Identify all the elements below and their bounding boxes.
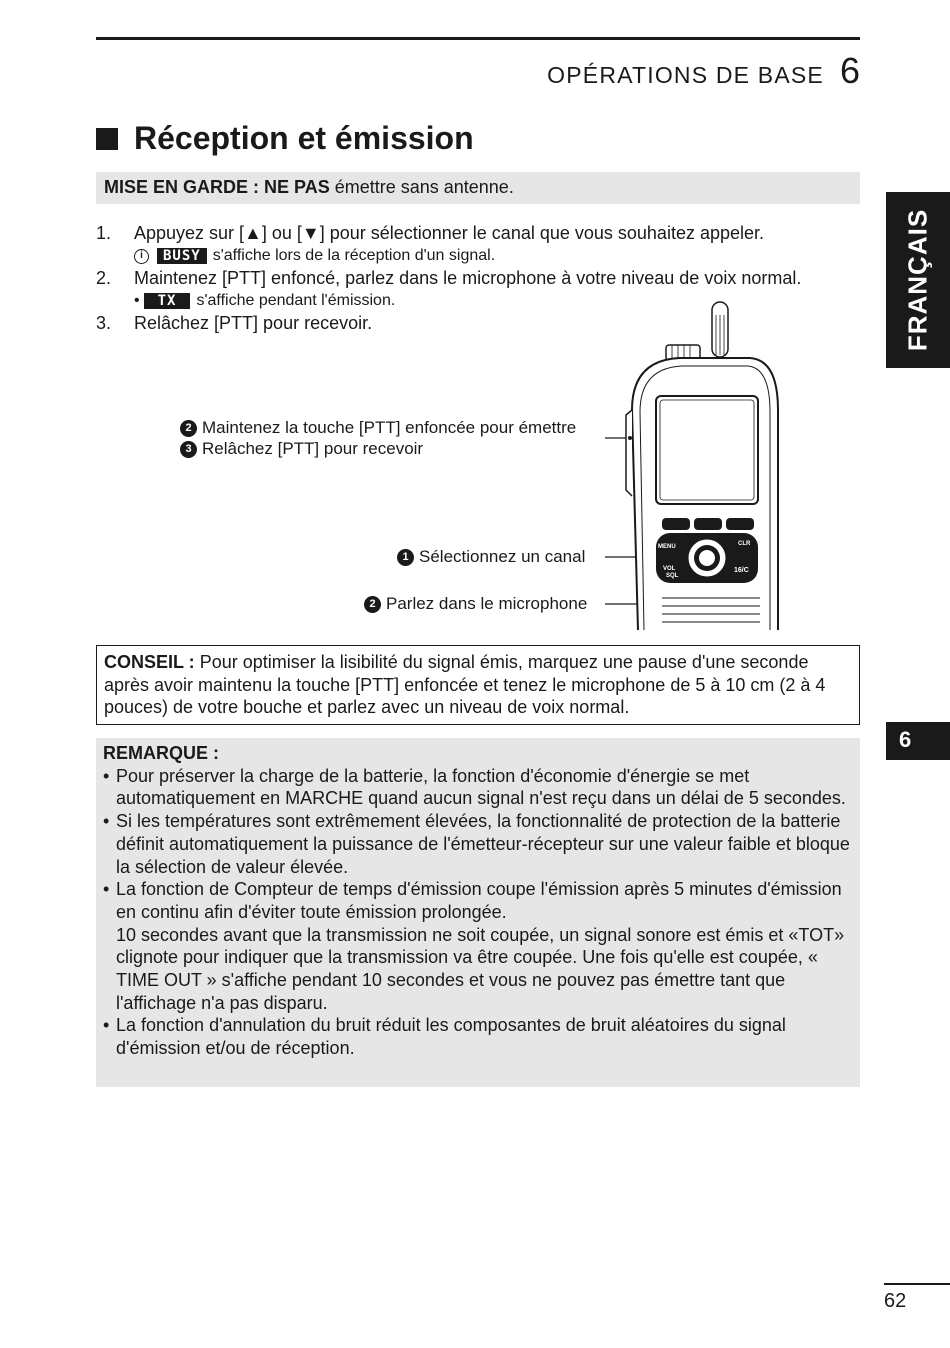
- note-title: REMARQUE :: [103, 743, 219, 763]
- tip-label: CONSEIL :: [104, 652, 195, 672]
- callout-speak: [364, 594, 587, 614]
- caution-label: MISE EN GARDE : NE PAS: [104, 177, 330, 197]
- step-1: [96, 222, 860, 245]
- note-continuation: 10 secondes avant que la transmission ne soit coupée, un signal sonore est émis et «TOT» clignote pour indiquer que la transmission va être coupée. Une fois qu'elle est coupée, « TIME OUT » s'affiche pendant 10 secondes et vous ne pouvez pas émettre tant que l'affichage n'a pas disparu.: [116, 924, 845, 1013]
- language-tab: [886, 192, 950, 368]
- caution-box: [96, 172, 860, 204]
- callout-number: 3: [180, 441, 197, 458]
- callout-select-channel: [397, 547, 585, 567]
- note-bullet: • La fonction de Compteur de temps d'émission coupe l'émission après 5 minutes d'émission en continu afin d'éviter toute émission prolongée.: [103, 878, 853, 923]
- note-bullet-text: Si les températures sont extrêmement élevées, la fonctionnalité de protection de la batterie définit automatiquement la puissance de l'émetteur-récepteur sur une valeur faible et bloque la sélection de valeur élevée.: [116, 811, 850, 877]
- top-rule: [96, 37, 860, 40]
- menu-key-label: MENU: [658, 544, 676, 550]
- step-number: 2.: [96, 268, 112, 288]
- caution-text: émettre sans antenne.: [329, 177, 514, 197]
- step-1-sub: [134, 245, 860, 267]
- callout-text: Maintenez la touche [PTT] enfoncée pour émettre: [202, 418, 577, 437]
- note-bullet: • Pour préserver la charge de la batterie, la fonction d'économie d'énergie se met automatiquement en MARCHE quand aucun signal n'est reçu dans un délai de 5 secondes.: [103, 765, 853, 810]
- chapter-tab: 6: [886, 722, 950, 760]
- language-label: FRANÇAIS: [902, 208, 933, 352]
- note-bullet: • Si les températures sont extrêmement élevées, la fonctionnalité de protection de la batterie définit automatiquement la puissance de l'émetteur-récepteur sur une valeur faible et bloque la sélection de valeur élevée.: [103, 810, 853, 878]
- callout-ptt-hold: [180, 418, 576, 438]
- step-text: Relâchez [PTT] pour recevoir.: [134, 313, 373, 333]
- section-title: OPÉRATIONS DE BASE: [547, 62, 824, 88]
- tip-text: Pour optimiser la lisibilité du signal émis, marquez une pause d'une seconde après avoir maintenu la touche [PTT] enfoncée et tenez le microphone de 5 à 10 cm (2 à 4 pouces) de votre bouche et parlez avec un niveau de voix normal.: [104, 652, 826, 717]
- note-bullet-text: Pour préserver la charge de la batterie, la fonction d'économie d'énergie se met automatiquement en MARCHE quand aucun signal n'est reçu dans un délai de 5 secondes.: [116, 765, 846, 809]
- footer-rule: [884, 1283, 950, 1285]
- step-text: Maintenez [PTT] enfoncé, parlez dans le microphone à votre niveau de voix normal.: [134, 268, 802, 288]
- page-number: 62: [884, 1290, 907, 1312]
- step-number: 3.: [96, 313, 112, 333]
- section-heading: [96, 120, 474, 157]
- sub-text: s'affiche pendant l'émission.: [196, 292, 396, 309]
- vol-key-label: VOL: [663, 566, 676, 572]
- callout-number: 2: [364, 596, 381, 613]
- callout-text: Relâchez [PTT] pour recevoir: [202, 439, 424, 458]
- sql-key-label: SQL: [666, 573, 679, 579]
- square-bullet-icon: [96, 128, 118, 150]
- tx-badge: TX: [144, 293, 191, 309]
- callout-text: Parlez dans le microphone: [386, 594, 588, 613]
- callout-ptt-release: [180, 439, 423, 459]
- radio-illustration: [600, 300, 780, 630]
- bullet: •: [134, 292, 140, 309]
- info-icon: i: [134, 249, 149, 264]
- sub-text: s'affiche lors de la réception d'un signal.: [212, 247, 496, 264]
- callout-text: Sélectionnez un canal: [419, 547, 586, 566]
- step-number: 1.: [96, 223, 112, 243]
- chapter-number: 6: [839, 50, 860, 91]
- callout-number: 1: [397, 549, 414, 566]
- clr-key-label: CLR: [738, 541, 751, 547]
- section-header: [547, 50, 860, 92]
- busy-badge: BUSY: [157, 248, 207, 264]
- note-box: [96, 738, 860, 1087]
- note-bullet-text: La fonction d'annulation du bruit réduit les composantes de bruit aléatoires du signal d'émission et/ou de réception.: [116, 1015, 786, 1059]
- note-bullet: • La fonction d'annulation du bruit réduit les composantes de bruit aléatoires du signal d'émission et/ou de réception.: [103, 1014, 853, 1059]
- heading-text: Réception et émission: [134, 120, 474, 156]
- step-text: Appuyez sur [▲] ou [▼] pour sélectionner le canal que vous souhaitez appeler.: [134, 223, 765, 243]
- callout-number: 2: [180, 420, 197, 437]
- tip-box: [96, 645, 860, 725]
- step-2: [96, 267, 860, 290]
- note-bullet-text: La fonction de Compteur de temps d'émission coupe l'émission après 5 minutes d'émission en continu afin d'éviter toute émission prolongée.: [116, 879, 842, 922]
- sixteen-key-label: 16/C: [734, 567, 749, 574]
